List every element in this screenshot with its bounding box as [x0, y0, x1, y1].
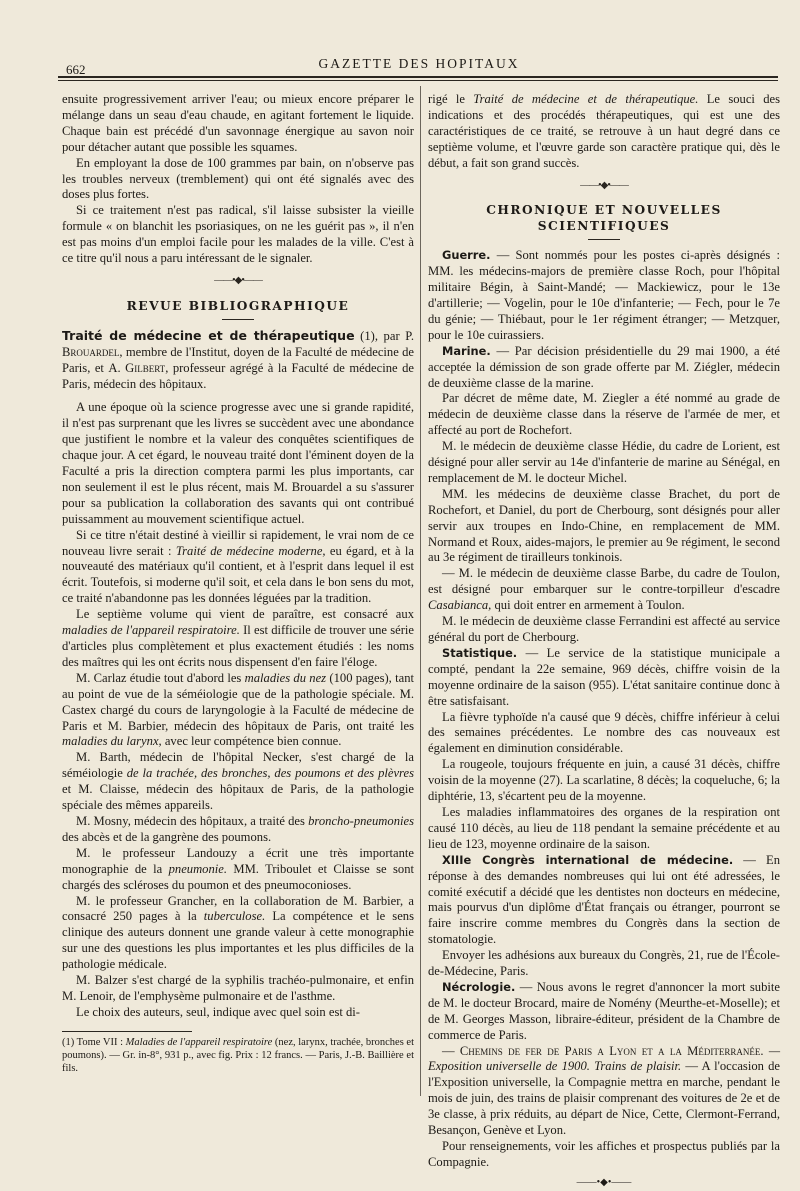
news-item: XIIIe Congrès international de médecine. — En réponse à des demandes nombreuses qui lui ont été adressées, le comité exécutif a décidé que les dentistes non docteurs en médecine, mais pourvus d'un diplôme d'État français ou étranger, pourront se faire inscrire comme membres du Congrès dans la section de stomatologie. [428, 852, 780, 947]
rubric-label: Guerre. [442, 248, 491, 263]
news-item: Guerre. — Sont nommés pour les postes ci-après désignés : MM. les médecins-majors de première classe Roch, pour l'hôpital militaire Bégin, à Saint-Mandé; — Mackiewicz, pour le 13e d'artillerie; — Vogelin, pour le 10e d'infanterie; — Fech, pour le 7e du génie; — Thiébaut, pour le 1er régiment étranger; — Metzquer, pour le 10e cuirassiers. [428, 248, 780, 342]
section-ornament: ——•◆•—— [580, 179, 628, 191]
paragraph: Les maladies inflammatoires des organes de la respiration ont causé 110 décès, au lieu de 118 pendant la semaine précédente et au lieu de 123, moyenne ordinaire de la saison. [428, 804, 780, 851]
section-title-chronique: CHRONIQUE ET NOUVELLES SCIENTIFIQUES [486, 203, 722, 234]
paragraph: Le septième volume qui vient de paraître, est consacré aux maladies de l'appareil respiratoire. Il est difficile de trouver une série d'articles plus complètement et plus exactement étudiés : les noms des maîtres qui les ont écrits nous dispensent d'en faire l'éloge. [62, 607, 414, 669]
paragraph: M. Balzer s'est chargé de la syphilis trachéo-pulmonaire, et enfin M. Lenoir, de l'emphysème pulmonaire et de l'asthme. [62, 973, 414, 1003]
paragraph: En employant la dose de 100 grammes par bain, on n'observe pas les troubles nerveux (tremblement) qui ont été signalés avec des doses plus fortes. [62, 155, 414, 202]
paragraph: M. Mosny, médecin des hôpitaux, a traité des broncho-pneumonies des abcès et de la gangrène des poumons. [62, 813, 414, 844]
news-item: Statistique. — Le service de la statistique municipale a compté, pendant la 22e semaine, 969 décès, chiffre voisin de la moyenne ordinaire de la saison (955). L'état sanitaire continue donc à être satisfaisant. [428, 645, 780, 708]
short-rule [588, 239, 620, 240]
left-column [62, 92, 414, 1075]
paragraph: Le choix des auteurs, seul, indique avec quel soin est di- [76, 1004, 360, 1019]
running-title: GAZETTE DES HOPITAUX [318, 56, 520, 71]
paragraph: rigé le Traité de médecine et de thérapeutique. Le souci des indications et des procédés thérapeutiques, qui est une des caractéristiques de ce traité, se retrouve à un haut degré dans ce septième volume, et l'œuvre garde son caractère pratique qui, dès le début, a fait son grand succès. [428, 92, 780, 170]
paragraph: A une époque où la science progresse avec une si grande rapidité, il n'est pas surprenant que les livres se succèdent avec une abondance que justifient le nombre et la valeur des conquêtes scientifiques de chaque jour. A cet égard, le nouveau traité dont l'éminent doyen de la Faculté a pris la direction comptera parmi les plus importants, car non seulement il est le plus récent, mais M. Brouardel a su s'assurer pour sa publication la collaboration des savants qui ont contribué puissamment au mouvement scientifique actuel. [62, 400, 414, 526]
paragraph: Si ce traitement n'est pas radical, s'il laisse subsister la vieille formule « on blanchit les psoriasiques, on ne les guérit pas », il n'en est pas moins d'un emploi facile pour les malades de la ville. C'est à ce titre qu'il nous a paru intéressant de le signaler. [62, 203, 414, 266]
author-name: A. Gilbert [108, 360, 166, 375]
paragraph: Si ce titre n'était destiné à vieillir si rapidement, le vrai nom de ce nouveau livre serait : Traité de médecine moderne, eu égard, et à la nouveauté des matériaux qu'il contient, et à l'esprit dans lequel il est écrit. Toutefois, si moderne qu'il soit, et cela dans le bon sens du mot, ce traité n'abandonne pas les données léguées par la tradition. [62, 527, 414, 606]
paragraph: Par décret de même date, M. Ziegler a été nommé au grade de médecin de deuxième classe dans la réserve de l'armée de mer, et affecté au port de Rochefort. [428, 391, 780, 438]
news-item: Marine. — Par décision présidentielle du 29 mai 1900, a été acceptée la démission de son grade offerte par M. Ziégler, médecin de deuxième classe de la marine. [428, 343, 780, 390]
rubric-label: Marine. [442, 343, 491, 358]
section-ornament: ——•◆•—— [214, 274, 262, 286]
header-rule [58, 76, 778, 78]
paragraph: M. Barth, médecin de l'hôpital Necker, s'est chargé de la séméiologie de la trachée, des bronches, des poumons et des plèvres et M. Claisse, médecin des hôpitaux de Paris, de la pathologie spéciale des mêmes appareils. [62, 750, 414, 813]
paragraph: Pour renseignements, voir les affiches et prospectus publiés par la Compagnie. [428, 1139, 780, 1169]
author-name: P. Brouardel [62, 328, 414, 359]
news-item: Nécrologie. — Nous avons le regret d'annoncer la mort subite de M. le docteur Brocard, maire de Nomény (Meurthe-et-Moselle); et de M. Georges Masson, libraire-éditeur, président de la Chambre de commerce de Paris. [428, 979, 780, 1042]
column-divider [420, 86, 421, 1096]
short-rule [222, 319, 254, 320]
page-number: 662 [66, 62, 86, 77]
book-entry: Traité de médecine et de thérapeutique (1), par P. Brouardel, membre de l'Institut, doyen de la Faculté de médecine de Paris, et A. Gilbert, professeur agrégé à la Faculté de médecine de Paris, médecin des hôpitaux. [62, 327, 414, 391]
footnote: (1) Tome VII : Maladies de l'appareil respiratoire (nez, larynx, trachée, bronches et poumons). — Gr. in-8°, 931 p., avec fig. Prix : 12 francs. — Paris, J.-B. Baillière et fils. [62, 1036, 415, 1074]
paragraph: M. le professeur Landouzy a écrit une très importante monographie de la pneumonie. MM. Triboulet et Claisse se sont chargés des scléroses du poumon et des pneumoconioses. [62, 845, 414, 892]
section-title-revue: REVUE BIBLIOGRAPHIQUE [126, 298, 350, 313]
paragraph: M. le médecin de deuxième classe Ferrandini est affecté au service général du port de Cherbourg. [428, 614, 780, 644]
paragraph: M. le professeur Grancher, en la collaboration de M. Barbier, a consacré 250 pages à la tuberculose. La compétence et le sens clinique des auteurs donnent une grande valeur à cette monographie sur une des questions les plus importantes et les plus difficiles de la pathologie médicale. [62, 893, 414, 972]
rubric-label: Nécrologie. [442, 979, 516, 994]
right-column [428, 92, 780, 1191]
paragraph: ensuite progressivement arriver l'eau; ou mieux encore préparer le mélange dans un seau d'eau chaude, en agitant fortement le liquide. Chaque bain est précédé d'un savonnage énergique au savon noir pour détacher autant que possible les squames. [62, 92, 414, 154]
header-rule-thin [58, 80, 778, 81]
paragraph: La rougeole, toujours fréquente en juin, a causé 31 décès, chiffre voisin de la moyenne (27). La scarlatine, 8 décès; la coqueluche, 6; la diphtérie, 13, s'écartent peu de la moyenne. [428, 757, 780, 804]
book-title: Traité de médecine et de thérapeutique [62, 327, 355, 343]
end-ornament: ——•◆•—— [576, 1176, 632, 1188]
rubric-label: Statistique. [442, 645, 518, 660]
paragraph: M. le médecin de deuxième classe Hédie, du cadre de Lorient, est désigné pour aller servir au 14e d'infanterie de marine au Sénégal, en remplacement de M. le docteur Michel. [428, 439, 780, 485]
page-header [58, 56, 780, 78]
news-item: — Chemins de fer de Paris a Lyon et a la Méditerranée. — Exposition universelle de 1900. Trains de plaisir. — A l'occasion de l'Exposition universelle, la Compagnie mettra en marche, pendant le mois de juin, des trains de plaisir comprenant des voitures de 2e et de 3e classe, à prix réduits, au départ de Nice, Cette, Clermont-Ferrand, Besançon, Genève et Lyon. [428, 1043, 781, 1138]
rubric-label: XIIIe Congrès international de médecine. [442, 852, 734, 867]
paragraph: — M. le médecin de deuxième classe Barbe, du cadre de Toulon, est désigné pour embarquer sur le contre-torpilleur d'escadre Casabianca, qui doit entrer en armement à Toulon. [428, 566, 780, 613]
paragraph: La fièvre typhoïde n'a causé que 9 décès, chiffre inférieur à celui des semaines précédentes. Le nombre des cas nouveaux est également en diminution considérable. [428, 709, 780, 756]
paragraph: MM. les médecins de deuxième classe Brachet, du port de Rochefort, et Daniel, du port de Cherbourg, sont désignés pour aller servir aux troupes en Indo-Chine, en remplacement de MM. Normand et Roux, aides-majors, le premier au 9e régiment, le second au 3e régiment de tirailleurs tonkinois. [428, 486, 780, 565]
paragraph: M. Carlaz étudie tout d'abord les maladies du nez (100 pages), tant au point de vue de la séméiologie que de la pathologie spéciale. M. Castex chargé du cours de laryngologie à la Faculté de médecine de Paris et M. Barbier, médecin des hôpitaux de Paris, ont traité les maladies du larynx, avec leur compétence bien connue. [62, 670, 414, 749]
paragraph: Envoyer les adhésions aux bureaux du Congrès, 21, rue de l'École-de-Médecine, Paris. [428, 948, 780, 979]
footnote-rule [62, 1031, 192, 1032]
